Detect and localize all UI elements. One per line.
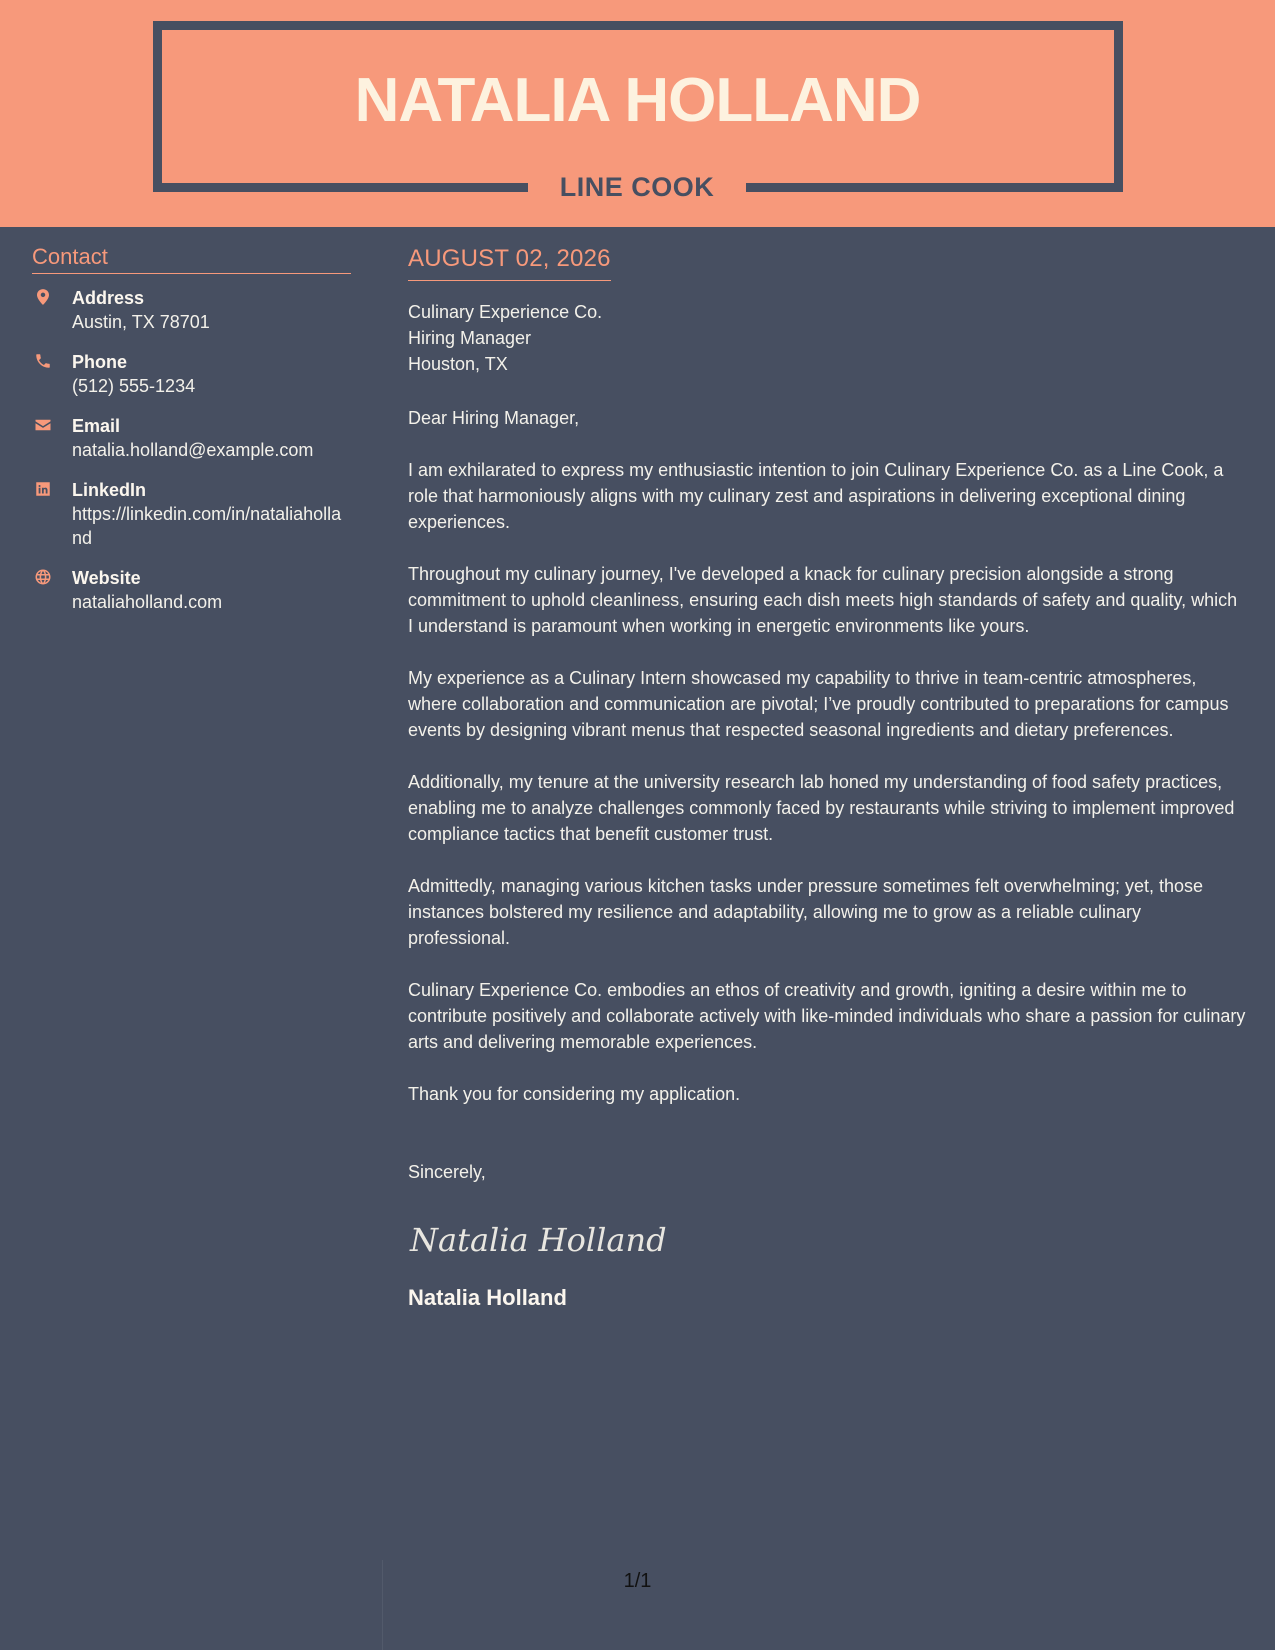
contact-item-linkedin <box>32 478 351 550</box>
contact-sidebar <box>32 244 351 630</box>
contact-heading: Contact <box>32 244 351 274</box>
paragraph: Throughout my culinary journey, I've developed a knack for culinary precision alongside a strong commitment to uphold cleanliness, ensuring each dish meets high standards of safety and quality, which I understand is paramount when working in energetic environments like yours. <box>408 564 1238 636</box>
contact-value[interactable]: natalia.holland@example.com <box>72 440 314 460</box>
letter-body <box>408 244 1246 1311</box>
contact-value[interactable]: https://linkedin.com/in/nataliaholland <box>72 504 342 548</box>
contact-label: Address <box>72 288 145 308</box>
signature-image <box>408 1211 1246 1267</box>
contact-item-email <box>32 414 351 462</box>
contact-item-phone <box>32 350 351 398</box>
map-pin-icon <box>32 286 72 306</box>
paragraph: My experience as a Culinary Intern showcased my capability to thrive in team-centric atmospheres, where collaboration and communication are pivotal; I’ve proudly contributed to preparations for campus events by designing vibrant menus that respected seasonal ingredients and dietary preferences. <box>408 668 1229 740</box>
closing: Sincerely, <box>408 1162 486 1182</box>
header-banner <box>0 0 1275 227</box>
paragraph: Additionally, my tenure at the university research lab honed my understanding of food safety practices, enabling me to analyze challenges commonly faced by restaurants while striving to implement improved compliance tactics that benefit customer trust. <box>408 772 1235 844</box>
letter-date: AUGUST 02, 2026 <box>408 244 611 281</box>
contact-value[interactable]: nataliaholland.com <box>72 592 223 612</box>
salutation: Dear Hiring Manager, <box>408 408 580 428</box>
contact-label: Phone <box>72 352 128 372</box>
signer-name: Natalia Holland <box>408 1285 567 1310</box>
envelope-icon <box>32 414 72 434</box>
contact-label: Website <box>72 568 141 588</box>
paragraph: Admittedly, managing various kitchen tasks under pressure sometimes felt overwhelming; yet, those instances bolstered my resilience and adaptability, allowing me to grow as a reliable culinary professional. <box>408 876 1204 948</box>
page-number: 1/1 <box>623 1570 652 1592</box>
recipient-block <box>408 299 1246 377</box>
linkedin-icon <box>32 478 72 498</box>
job-title-container <box>528 162 746 212</box>
job-title: LINE COOK <box>559 171 715 202</box>
recipient-location: Houston, TX <box>408 354 508 374</box>
recipient-title: Hiring Manager <box>408 328 532 348</box>
recipient-company: Culinary Experience Co. <box>408 302 603 322</box>
contact-item-website <box>32 566 351 614</box>
contact-label: LinkedIn <box>72 480 147 500</box>
contact-label: Email <box>72 416 121 436</box>
applicant-name: NATALIA HOLLAND <box>354 66 921 135</box>
contact-item-address <box>32 286 351 334</box>
paragraph: Culinary Experience Co. embodies an ethos of creativity and growth, igniting a desire within me to contribute positively and collaborate actively with like-minded individuals who share a passion for culinary arts and delivering memorable experiences. <box>408 980 1246 1052</box>
paragraph: I am exhilarated to express my enthusiastic intention to join Culinary Experience Co. as a Line Cook, a role that harmoniously aligns with my culinary zest and aspirations in delivering exceptional dining experiences. <box>408 460 1224 532</box>
paragraph: Thank you for considering my application. <box>408 1084 741 1104</box>
phone-icon <box>32 350 72 370</box>
contact-value: Austin, TX 78701 <box>72 312 210 332</box>
contact-value: (512) 555-1234 <box>72 376 196 396</box>
globe-icon <box>32 566 72 586</box>
signature-text: Natalia Holland <box>410 1221 667 1259</box>
contact-list <box>32 286 351 614</box>
